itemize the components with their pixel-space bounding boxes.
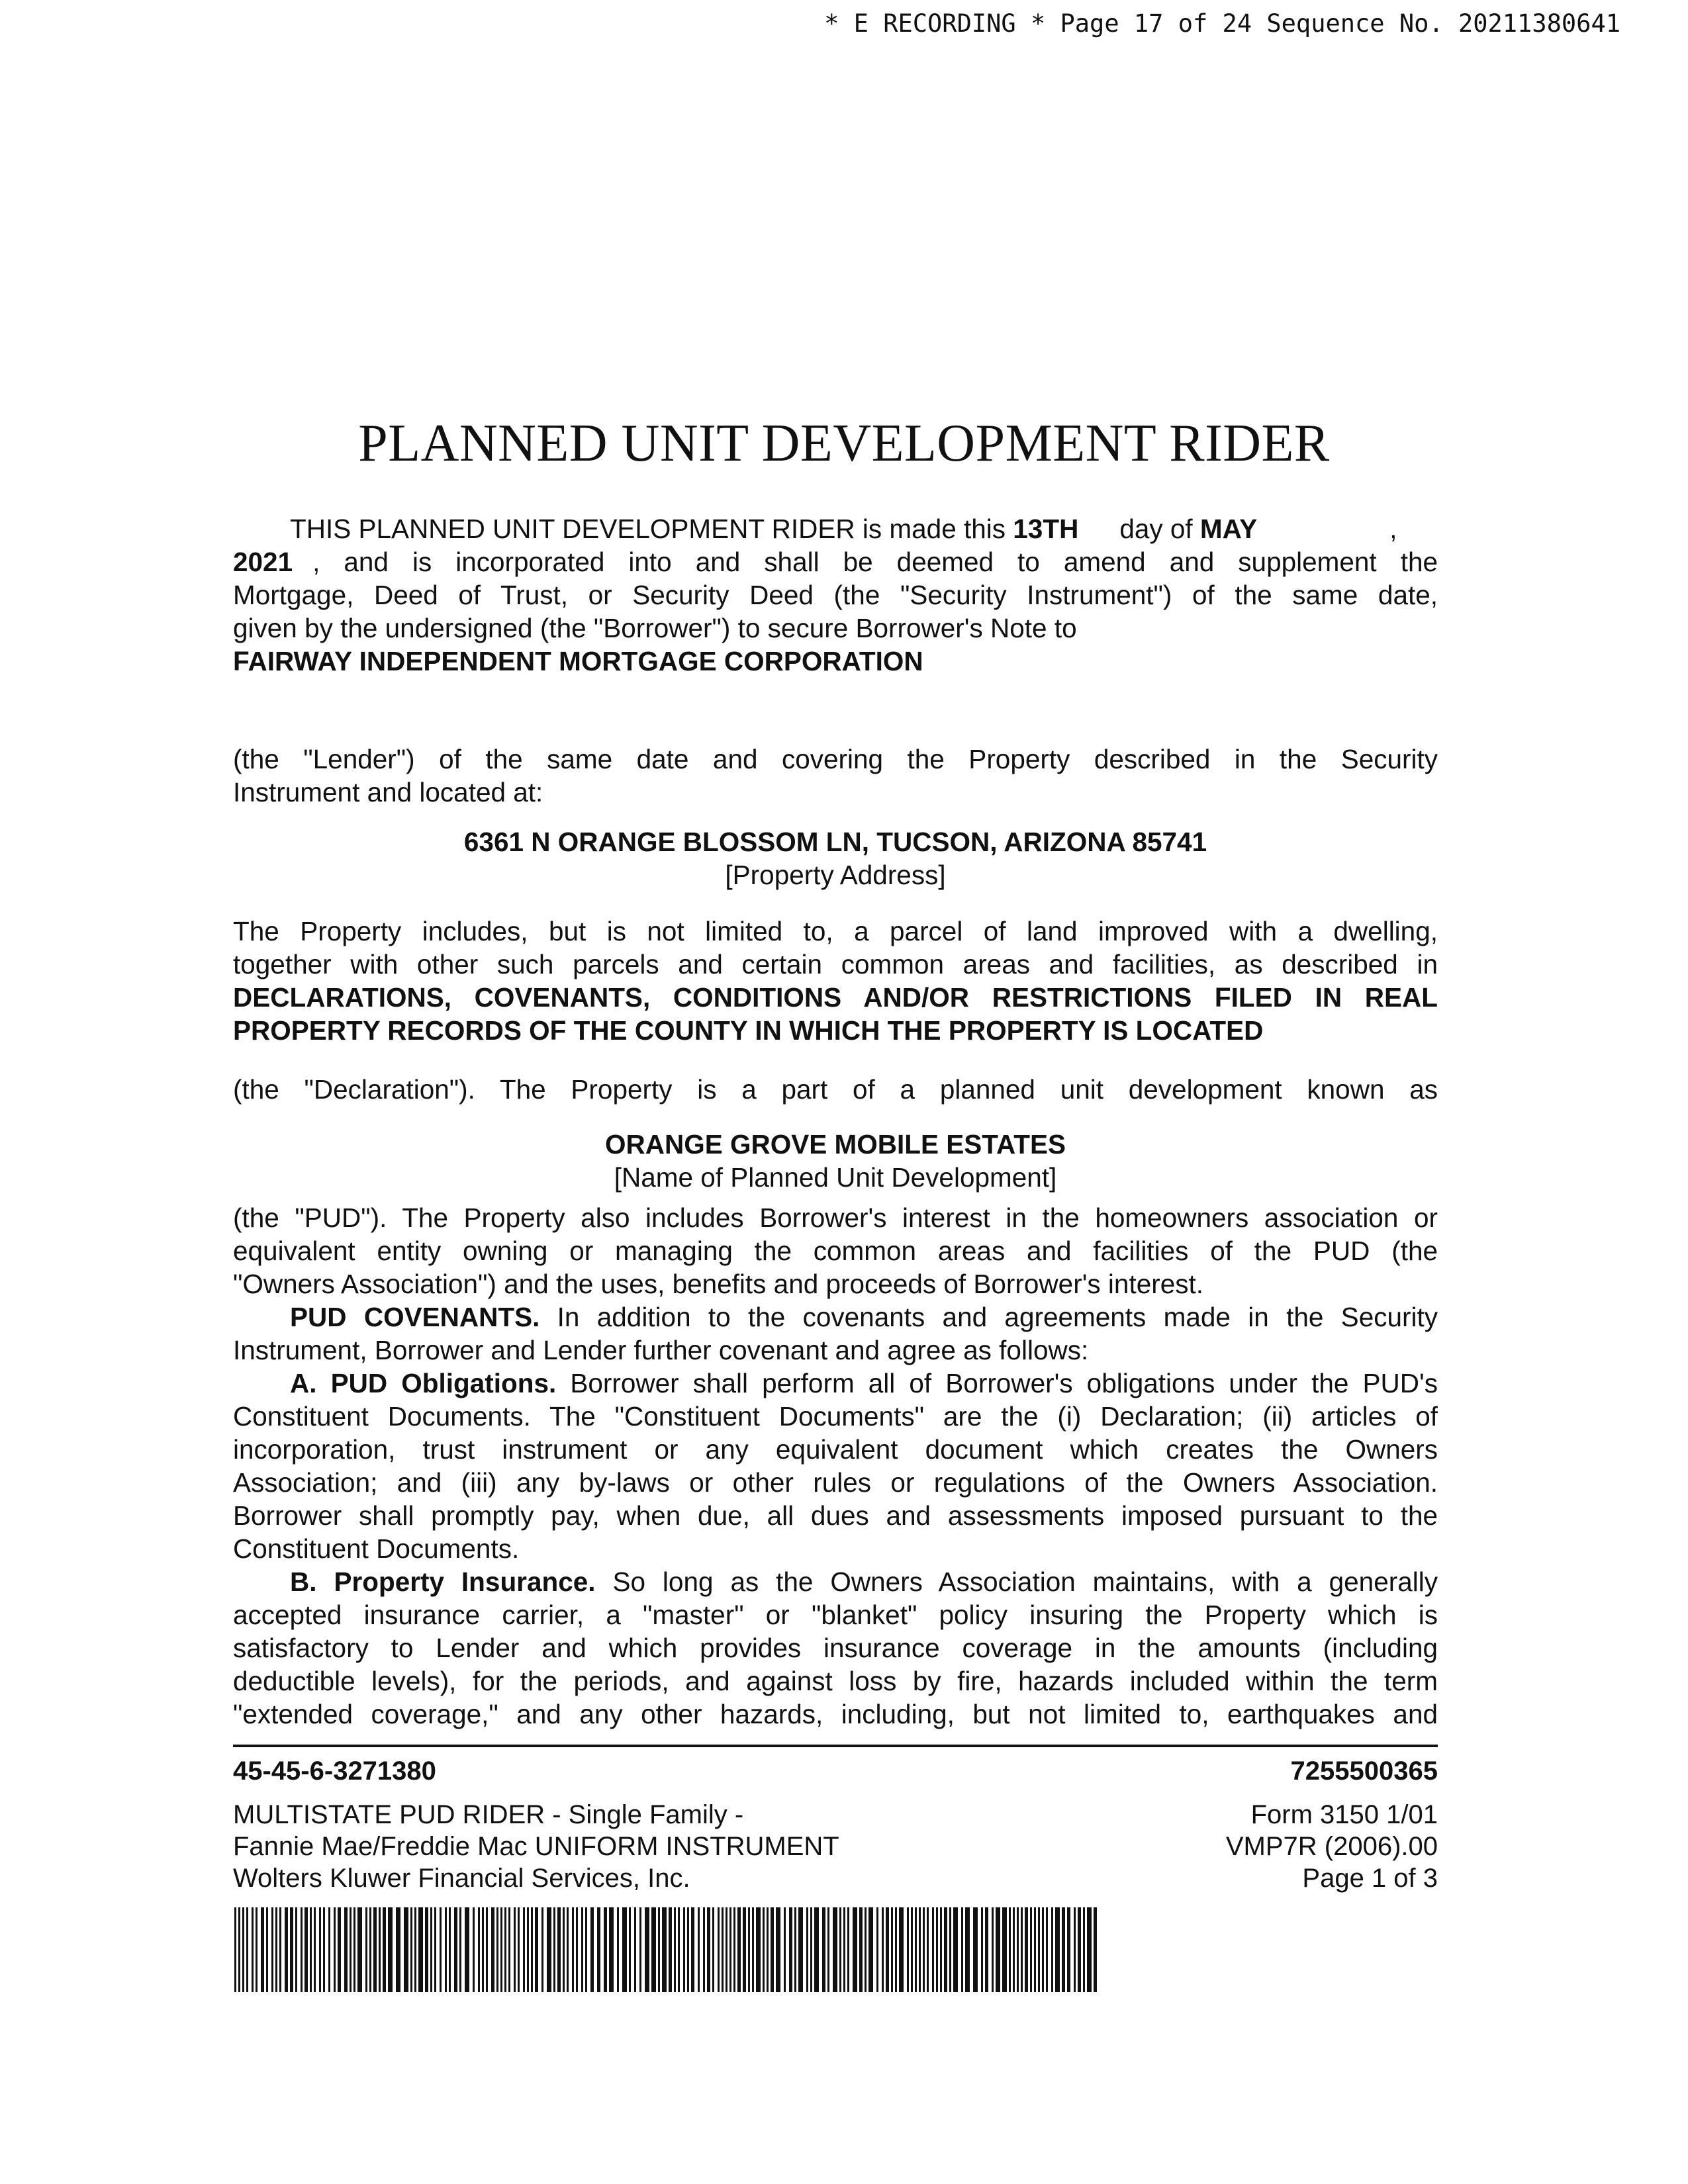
footer-left: [233, 1755, 839, 1894]
section-a-line-5: Borrower shall promptly pay, when due, all dues and assessments imposed pursuant to the: [233, 1500, 1438, 1531]
form-description-line-2: Fannie Mae/Freddie Mac UNIFORM INSTRUMENT: [233, 1832, 839, 1861]
pud-line-3: "Owners Association") and the uses, benefits and proceeds of Borrower's interest.: [233, 1269, 1203, 1299]
section-b-line-1: [233, 1565, 1438, 1598]
barcode-image: [234, 1907, 1102, 1992]
intro-line-3: Mortgage, Deed of Trust, or Security Deed (the "Security Instrument") of the same date,: [233, 580, 1438, 610]
property-address-block: [233, 825, 1438, 891]
date-year-field: 2021: [233, 547, 293, 577]
intro-paragraph: [233, 512, 1438, 678]
document-title: PLANNED UNIT DEVELOPMENT RIDER: [358, 414, 1330, 473]
section-a-line-6: Constituent Documents.: [233, 1533, 520, 1564]
section-b-line-1-rest: So long as the Owners Association maintains, with a generally: [595, 1567, 1438, 1597]
lender-line-2: Instrument and located at:: [233, 777, 543, 807]
pud-covenants-section: [233, 1201, 1438, 1731]
section-a-line-4: Association; and (iii) any by-laws or other rules or regulations of the Owners Association.: [233, 1467, 1438, 1498]
vmp-code: VMP7R (2006).00: [1225, 1832, 1438, 1861]
day-of-label: day of: [1119, 514, 1193, 544]
declaration-paragraph: [233, 1073, 1438, 1106]
section-b-line-5: "extended coverage," and any other hazards, including, but not limited to, earthquakes and: [233, 1699, 1438, 1729]
pud-name-caption: [Name of Planned Unit Development]: [614, 1162, 1057, 1193]
intro-line-2-rest: , and is incorporated into and shall be deemed to amend and supplement the: [312, 547, 1438, 577]
covenants-line-2: Instrument, Borrower and Lender further covenant and agree as follows:: [233, 1335, 1089, 1365]
intro-line-4: given by the undersigned (the "Borrower") to secure Borrower's Note to: [233, 613, 1077, 643]
footer-divider: [233, 1745, 1438, 1747]
property-address-caption: [Property Address]: [725, 860, 946, 890]
covenants-line-1-rest: In addition to the covenants and agreements made in the Security: [539, 1302, 1438, 1332]
property-address: 6361 N ORANGE BLOSSOM LN, TUCSON, ARIZONA 85741: [463, 827, 1207, 857]
section-b-heading: B. Property Insurance.: [290, 1567, 596, 1597]
loan-reference: 45-45-6-3271380: [233, 1756, 436, 1786]
pud-name: ORANGE GROVE MOBILE ESTATES: [604, 1129, 1066, 1160]
declaration-title-line-2: PROPERTY RECORDS OF THE COUNTY IN WHICH THE PROPERTY IS LOCATED: [233, 1015, 1264, 1046]
section-a-line-3: incorporation, trust instrument or any equivalent document which creates the Owners: [233, 1434, 1438, 1465]
section-b-line-2: accepted insurance carrier, a "master" or "blanket" policy insuring the Property which is: [233, 1600, 1438, 1630]
pud-name-block: [233, 1128, 1438, 1194]
includes-line-2: together with other such parcels and certain common areas and facilities, as described in: [233, 949, 1438, 979]
loan-number: 7255500365: [1290, 1756, 1438, 1786]
intro-lead: THIS PLANNED UNIT DEVELOPMENT RIDER is made this: [290, 514, 1006, 544]
declaration-line: (the "Declaration"). The Property is a part of a planned unit development known as: [233, 1074, 1438, 1105]
date-month-field: MAY: [1199, 514, 1258, 544]
property-includes-paragraph: [233, 915, 1438, 1047]
pud-line-1: (the "PUD"). The Property also includes Borrower's interest in the homeowners association or: [233, 1203, 1438, 1233]
includes-line-1: The Property includes, but is not limited to, a parcel of land improved with a dwelling,: [233, 916, 1438, 946]
covenants-line-1: [233, 1300, 1438, 1334]
section-a-line-1: [233, 1367, 1438, 1400]
form-publisher: Wolters Kluwer Financial Services, Inc.: [233, 1864, 690, 1893]
covenants-heading: PUD COVENANTS.: [290, 1302, 540, 1332]
section-b-line-3: satisfactory to Lender and which provides insurance coverage in the amounts (including: [233, 1633, 1438, 1663]
lender-name: FAIRWAY INDEPENDENT MORTGAGE CORPORATION: [233, 646, 923, 676]
pud-line-2: equivalent entity owning or managing the common areas and facilities of the PUD (the: [233, 1236, 1438, 1266]
date-day-field: 13TH: [1013, 514, 1079, 544]
intro-line-2: [233, 545, 1438, 578]
page-indicator: Page 1 of 3: [1302, 1864, 1438, 1893]
section-b-line-4: deductible levels), for the periods, and against loss by fire, hazards included within the term: [233, 1666, 1438, 1696]
declaration-title-line-1: DECLARATIONS, COVENANTS, CONDITIONS AND/OR RESTRICTIONS FILED IN REAL: [233, 982, 1438, 1013]
section-a-line-1-rest: Borrower shall perform all of Borrower's obligations under the PUD's: [556, 1368, 1438, 1398]
lender-line-1: (the "Lender") of the same date and covering the Property described in the Security: [233, 744, 1438, 774]
form-number: Form 3150 1/01: [1250, 1800, 1438, 1829]
section-a-line-2: Constituent Documents. The "Constituent Documents" are the (i) Declaration; (ii) articles of: [233, 1401, 1438, 1432]
lender-paragraph: [233, 743, 1438, 809]
date-comma: ,: [1389, 514, 1397, 544]
intro-line-1: [233, 512, 1438, 545]
form-description-line-1: MULTISTATE PUD RIDER - Single Family -: [233, 1800, 744, 1829]
section-a-heading: A. PUD Obligations.: [290, 1368, 557, 1398]
recording-header: * E RECORDING * Page 17 of 24 Sequence No. 20211380641: [824, 9, 1620, 38]
footer-right: [1226, 1755, 1438, 1894]
